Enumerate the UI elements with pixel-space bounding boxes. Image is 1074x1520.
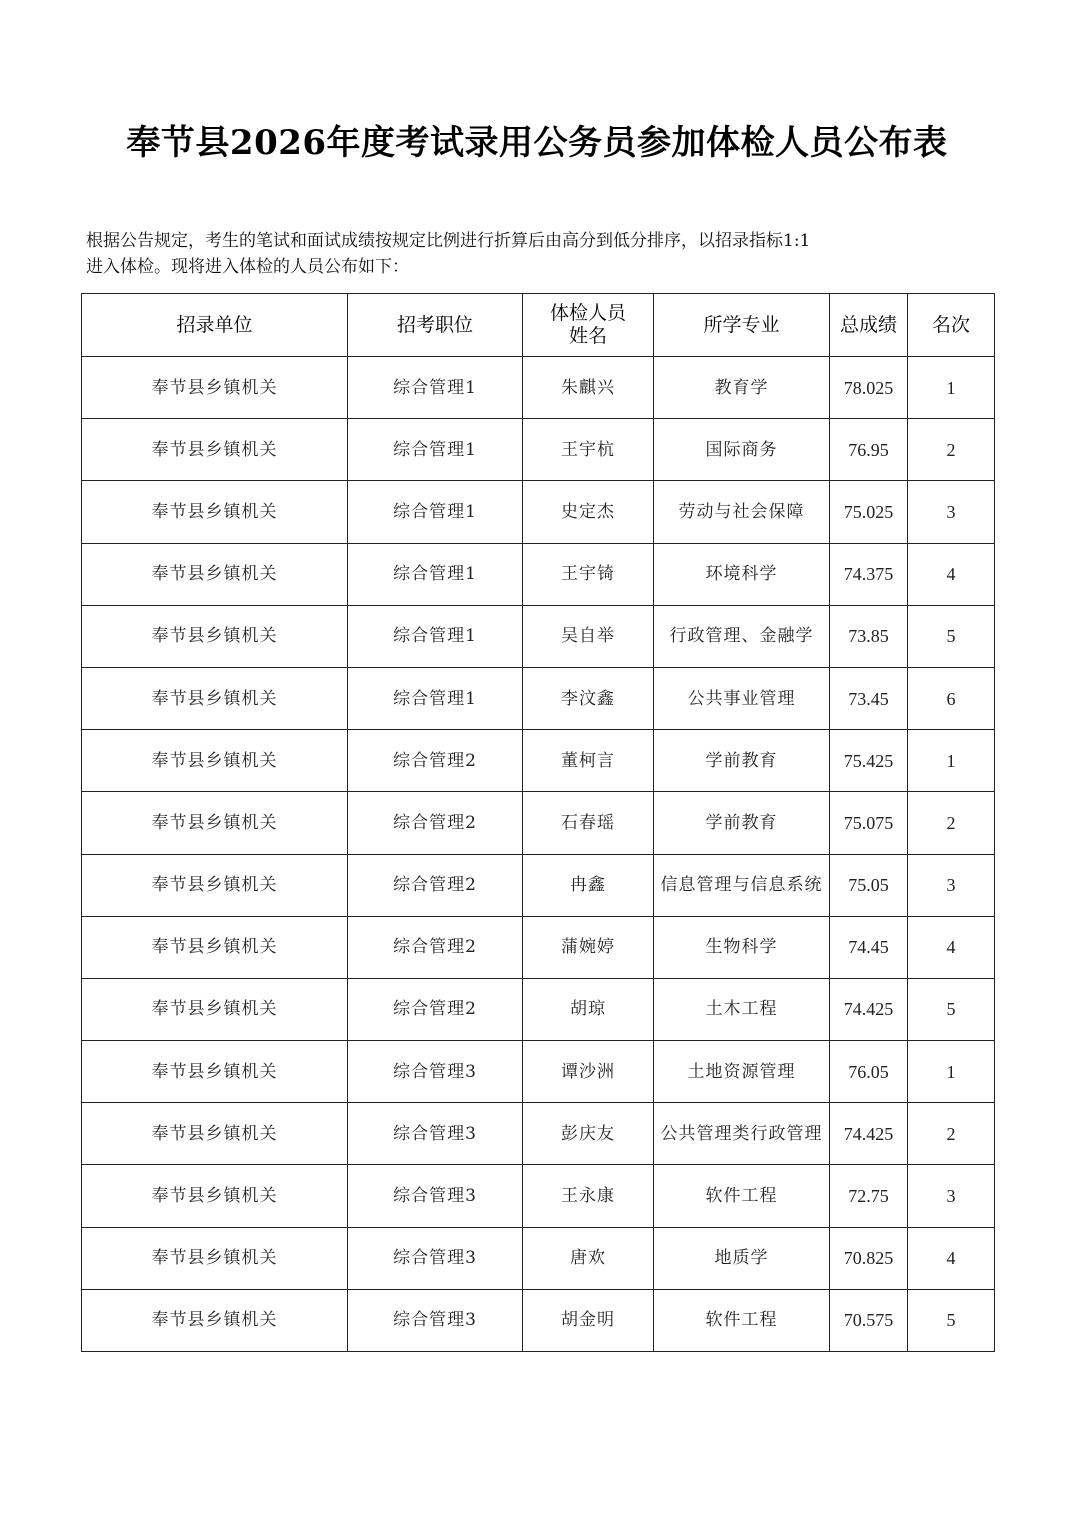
- cell-position: 综合管理2: [348, 916, 523, 978]
- cell-name: 王宇锜: [523, 543, 654, 605]
- cell-major: 环境科学: [654, 543, 830, 605]
- cell-unit: 奉节县乡镇机关: [82, 419, 348, 481]
- cell-name: 石春瑶: [523, 792, 654, 854]
- table-row: [82, 730, 995, 792]
- cell-score: 76.95: [830, 419, 908, 481]
- cell-position: 综合管理2: [348, 792, 523, 854]
- cell-name: 王宇杭: [523, 419, 654, 481]
- header-name-line2: 姓名: [568, 325, 607, 347]
- cell-name: 彭庆友: [523, 1103, 654, 1165]
- cell-rank: 4: [908, 916, 995, 978]
- table-row: [82, 916, 995, 978]
- cell-score: 74.375: [830, 543, 908, 605]
- table-row: [82, 978, 995, 1040]
- cell-rank: 4: [908, 543, 995, 605]
- cell-score: 76.05: [830, 1041, 908, 1103]
- cell-name: 胡金明: [523, 1289, 654, 1351]
- cell-rank: 2: [908, 1103, 995, 1165]
- intro-line: 进入体检。现将进入体检的人员公布如下：: [86, 257, 409, 277]
- cell-score: 70.825: [830, 1227, 908, 1289]
- cell-position: 综合管理2: [348, 978, 523, 1040]
- cell-rank: 3: [908, 481, 995, 543]
- cell-score: 72.75: [830, 1165, 908, 1227]
- cell-rank: 2: [908, 419, 995, 481]
- table-body: [82, 357, 995, 1352]
- cell-score: 75.05: [830, 854, 908, 916]
- cell-position: 综合管理2: [348, 730, 523, 792]
- cell-position: 综合管理3: [348, 1227, 523, 1289]
- cell-score: 75.075: [830, 792, 908, 854]
- cell-major: 学前教育: [654, 792, 830, 854]
- cell-unit: 奉节县乡镇机关: [82, 481, 348, 543]
- table-row: [82, 419, 995, 481]
- cell-position: 综合管理1: [348, 481, 523, 543]
- cell-name: 谭沙洲: [523, 1041, 654, 1103]
- cell-name: 史定杰: [523, 481, 654, 543]
- intro-paragraph: [86, 228, 996, 280]
- cell-major: 生物科学: [654, 916, 830, 978]
- cell-rank: 3: [908, 854, 995, 916]
- cell-unit: 奉节县乡镇机关: [82, 978, 348, 1040]
- table-row: [82, 1103, 995, 1165]
- cell-rank: 5: [908, 1289, 995, 1351]
- cell-position: 综合管理3: [348, 1289, 523, 1351]
- cell-name: 朱麒兴: [523, 357, 654, 419]
- cell-rank: 2: [908, 792, 995, 854]
- cell-name: 蒲婉婷: [523, 916, 654, 978]
- cell-position: 综合管理1: [348, 357, 523, 419]
- cell-unit: 奉节县乡镇机关: [82, 792, 348, 854]
- candidate-table: [81, 293, 995, 1352]
- cell-score: 73.85: [830, 605, 908, 667]
- table-row: [82, 481, 995, 543]
- cell-unit: 奉节县乡镇机关: [82, 543, 348, 605]
- cell-major: 国际商务: [654, 419, 830, 481]
- cell-rank: 1: [908, 1041, 995, 1103]
- cell-unit: 奉节县乡镇机关: [82, 1227, 348, 1289]
- cell-major: 公共管理类行政管理: [654, 1103, 830, 1165]
- cell-rank: 5: [908, 605, 995, 667]
- header-name: [523, 294, 654, 357]
- cell-name: 唐欢: [523, 1227, 654, 1289]
- cell-rank: 5: [908, 978, 995, 1040]
- table-row: [82, 1289, 995, 1351]
- cell-score: 74.45: [830, 916, 908, 978]
- page-title: 奉节县2026年度考试录用公务员参加体检人员公布表: [126, 123, 948, 163]
- cell-major: 土木工程: [654, 978, 830, 1040]
- cell-position: 综合管理1: [348, 667, 523, 729]
- cell-name: 董柯言: [523, 730, 654, 792]
- cell-major: 教育学: [654, 357, 830, 419]
- cell-unit: 奉节县乡镇机关: [82, 854, 348, 916]
- cell-unit: 奉节县乡镇机关: [82, 1041, 348, 1103]
- cell-rank: 4: [908, 1227, 995, 1289]
- cell-rank: 1: [908, 730, 995, 792]
- cell-position: 综合管理2: [348, 854, 523, 916]
- cell-score: 75.425: [830, 730, 908, 792]
- cell-major: 软件工程: [654, 1165, 830, 1227]
- cell-unit: 奉节县乡镇机关: [82, 730, 348, 792]
- header-score: 总成绩: [830, 294, 908, 357]
- cell-name: 王永康: [523, 1165, 654, 1227]
- cell-unit: 奉节县乡镇机关: [82, 357, 348, 419]
- cell-position: 综合管理1: [348, 419, 523, 481]
- cell-position: 综合管理1: [348, 543, 523, 605]
- cell-unit: 奉节县乡镇机关: [82, 1165, 348, 1227]
- table-row: [82, 605, 995, 667]
- header-position: 招考职位: [348, 294, 523, 357]
- cell-position: 综合管理3: [348, 1103, 523, 1165]
- cell-rank: 1: [908, 357, 995, 419]
- table-row: [82, 543, 995, 605]
- cell-major: 学前教育: [654, 730, 830, 792]
- table-row: [82, 1041, 995, 1103]
- cell-name: 李汶鑫: [523, 667, 654, 729]
- header-rank: 名次: [908, 294, 995, 357]
- table-row: [82, 667, 995, 729]
- cell-major: 地质学: [654, 1227, 830, 1289]
- cell-unit: 奉节县乡镇机关: [82, 1289, 348, 1351]
- header-major: 所学专业: [654, 294, 830, 357]
- cell-position: 综合管理3: [348, 1165, 523, 1227]
- header-name-line1: 体检人员: [549, 302, 626, 324]
- cell-major: 信息管理与信息系统: [654, 854, 830, 916]
- cell-rank: 6: [908, 667, 995, 729]
- cell-score: 73.45: [830, 667, 908, 729]
- cell-major: 行政管理、金融学: [654, 605, 830, 667]
- cell-score: 78.025: [830, 357, 908, 419]
- cell-score: 74.425: [830, 1103, 908, 1165]
- table-row: [82, 854, 995, 916]
- cell-major: 软件工程: [654, 1289, 830, 1351]
- cell-score: 75.025: [830, 481, 908, 543]
- cell-unit: 奉节县乡镇机关: [82, 667, 348, 729]
- table-row: [82, 1227, 995, 1289]
- cell-name: 胡琼: [523, 978, 654, 1040]
- cell-unit: 奉节县乡镇机关: [82, 916, 348, 978]
- table-row: [82, 357, 995, 419]
- cell-score: 74.425: [830, 978, 908, 1040]
- header-unit: 招录单位: [82, 294, 348, 357]
- cell-rank: 3: [908, 1165, 995, 1227]
- table-header-row: [82, 294, 995, 357]
- table-row: [82, 792, 995, 854]
- cell-unit: 奉节县乡镇机关: [82, 1103, 348, 1165]
- table-row: [82, 1165, 995, 1227]
- cell-position: 综合管理3: [348, 1041, 523, 1103]
- cell-major: 公共事业管理: [654, 667, 830, 729]
- cell-name: 吴自举: [523, 605, 654, 667]
- cell-major: 劳动与社会保障: [654, 481, 830, 543]
- cell-score: 70.575: [830, 1289, 908, 1351]
- cell-unit: 奉节县乡镇机关: [82, 605, 348, 667]
- cell-name: 冉鑫: [523, 854, 654, 916]
- cell-major: 土地资源管理: [654, 1041, 830, 1103]
- intro-line: 根据公告规定，考生的笔试和面试成绩按规定比例进行折算后由高分到低分排序，以招录指标1:1: [86, 231, 811, 251]
- cell-position: 综合管理1: [348, 605, 523, 667]
